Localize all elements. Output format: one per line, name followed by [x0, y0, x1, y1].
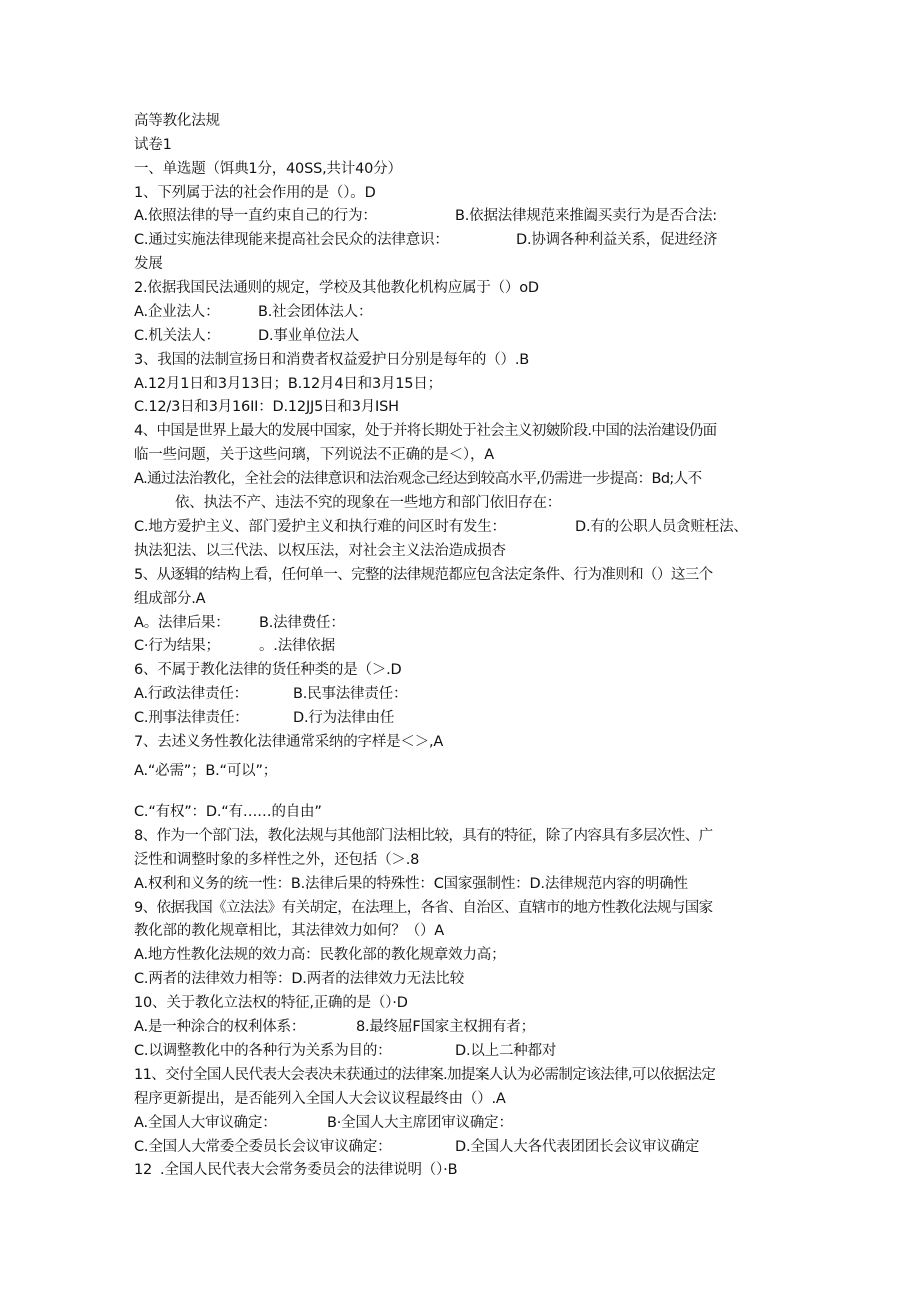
q6-option-b: B.民事法律责任：: [293, 686, 408, 702]
q5-option-b: B.法律费任：: [259, 615, 345, 631]
q10-option-c: C.以调整教化中的各种行为关系为目的：: [134, 1043, 392, 1059]
q2-option-a: A.企业法人：: [134, 304, 220, 320]
q2-option-d: D.事业单位法人: [258, 328, 360, 344]
q5-stem-line1: 5、从逐辑的结构上看，任何单一、完整的法律规范都应包含法定条件、行为准则和（）这三个: [134, 567, 713, 583]
q9-option-ab: A.地方性教化法规的效力高：民教化部的教化规章效力高；: [134, 947, 506, 963]
q6-stem: 6、不属于教化法律的货任种类的是（＞.D: [134, 662, 402, 678]
q1-option-c: C.通过实施法律现能来提高社会民众的法律意识：: [134, 232, 449, 248]
q11-stem-line1: 11、交付全国人民代表大会表决未获通过的法律案.加提案人认为必需制定该法律,可以依据法定: [134, 1067, 716, 1083]
paper-label: 试卷1: [134, 137, 172, 153]
q2-option-b: B.社会团体法人：: [258, 304, 373, 320]
q10-stem: 10、关于教化立法权的特征,正确的是（）·D: [134, 995, 408, 1011]
q5-option-d: 。.法律依据: [259, 638, 335, 654]
q9-stem-line1: 9、依据我国《立法法》有关胡定，在法理上，各省、自治区、直辖市的地方性教化法规与国家: [134, 900, 713, 916]
section-heading: 一、单选题（饵典1分，40SS,共计40分）: [134, 161, 402, 177]
q1-option-b: B.依据法律规范来推阖买卖行为是否合法:: [455, 208, 717, 224]
q7-option-ab: A.“必需”；B.“可以”；: [134, 763, 278, 779]
q2-stem: 2.依据我国民法通则的规定，学校及其他教化机构应属于（）oD: [134, 280, 539, 296]
q9-option-cd: C.两者的法律效力相等：D.两者的法律效力无法比较: [134, 971, 465, 987]
q11-stem-line2: 程序更新提出，是否能列入全国人大会议议程最终由（）.A: [134, 1091, 506, 1107]
q1-option-d-cont: 发展: [134, 256, 163, 272]
q11-option-a: A.全国人大审议确定：: [134, 1115, 277, 1131]
q4-option-d: D.有的公职人员贪赃枉法、: [575, 519, 748, 535]
q4-option-c: C.地方爱护主义、部门爱护主义和执行难的问区时有发生：: [134, 519, 506, 535]
q6-option-c: C.刑事法律责任：: [134, 710, 249, 726]
q12-number: 12: [134, 1162, 153, 1178]
q9-stem-line2: 教化部的教化规章相比，其法律效力如何？（）A: [134, 923, 445, 939]
q1-option-a: A.依照法律的导一直约束自己的行为：: [134, 208, 377, 224]
q5-option-c: C·行为结果；: [134, 638, 220, 654]
q4-stem-line2: 临一些问题，关于这些问璃，下列说法不正确的是＜），A: [134, 447, 494, 463]
q11-option-d: D.全国人大各代表团团长会议审议确定: [455, 1139, 700, 1155]
q8-options: A.权利和义务的统一性：B.法律后果的特殊性：C国家强制性：D.法律规范内容的明确性: [134, 876, 688, 892]
q10-option-a: A.是一种涂合的权利体系：: [134, 1019, 306, 1035]
q11-option-c: C.全国人大常委仝委员长会议审议确定：: [134, 1139, 392, 1155]
q8-stem-line2: 泛性和调整时象的多样性之外，还包括（＞.8: [134, 852, 420, 868]
q10-option-d: D.以上二种都对: [455, 1043, 557, 1059]
q1-stem: 1、下列属于法的社会作用的是（）。D: [134, 185, 376, 201]
q3-option-cd: C.12/3日和3月16II：D.12JJ5日和3月ISH: [134, 399, 399, 415]
q5-option-a: A。法律后果：: [134, 615, 230, 631]
q2-option-c: C.机关法人：: [134, 328, 220, 344]
q7-stem: 7、去述义务性教化法律通常采纳的字样是＜＞,A: [134, 734, 444, 750]
q3-stem: 3、我国的法制宣扬日和消费者权益爱护日分别是每年的（）.B: [134, 352, 529, 368]
q4-stem-line1: 4、中国是世界上最大的发展中国家，处于并将长期处于社会主义初皴阶段.中国的法治建设仍面: [134, 423, 717, 439]
q4-option-a-line2: 依、执法不产、违法不究的现象在一些地方和部门依旧存在：: [175, 495, 562, 511]
doc-title: 高等教化法规: [134, 113, 220, 129]
q5-stem-line2: 组成部分.A: [134, 591, 206, 607]
q3-option-ab: A.12月1日和3月13日；B.12月4日和3月15日；: [134, 376, 442, 392]
q11-option-b: B·全国人大主席团审议确定：: [327, 1115, 513, 1131]
q6-option-a: A.行政法律责任：: [134, 686, 248, 702]
q7-option-cd: C.“有权”：D.“有……的自由”: [134, 804, 322, 820]
q8-stem-line1: 8、作为一个部门法，教化法规与其他部门法相比较，具有的特征，除了内容具有多层次性、广: [134, 828, 713, 844]
q12-stem: .全国人民代表大会常务委员会的法律说明（）·B: [160, 1162, 458, 1178]
q6-option-d: D.行为法律由任: [293, 710, 395, 726]
q4-option-a-line1: A.通过法治教化，全社会的法律意识和法治观念己经达到较高水平,仍需进一步提高：Bd;人不: [134, 471, 702, 487]
q1-option-d: D.协调各种利益关系，促进经济: [516, 232, 718, 248]
q10-option-b: 8.最终屈F国家主权拥有者；: [356, 1019, 535, 1035]
q4-option-d-cont: 执法犯法、以三代法、以权压法，对社会主义法治造成损杏: [134, 543, 506, 559]
